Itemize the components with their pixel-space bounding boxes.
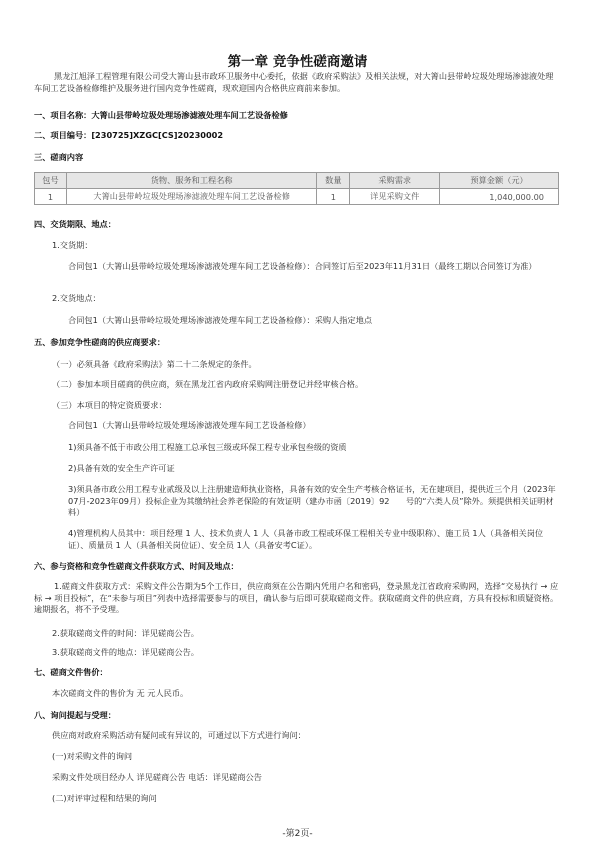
section-1-project-name: 一、项目名称：大箐山县带岭垃圾处理场渗滤液处理车间工艺设备检修 <box>34 110 288 120</box>
header-goods-name: 货物、服务和工程名称 <box>66 173 316 189</box>
table-header-row <box>35 173 559 189</box>
header-requirement: 采购需求 <box>350 173 440 189</box>
section-6-heading: 六、参与资格和竞争性磋商文件获取方式、时间及地点： <box>34 561 239 571</box>
procurement-table <box>34 172 559 205</box>
header-package: 包号 <box>35 173 67 189</box>
delivery-place-label: 2.交货地点： <box>52 293 101 303</box>
cell-quantity: 1 <box>317 189 350 205</box>
inquiry-1-contact: 采购文件处项目经办人 详见磋商公告 电话：详见磋商公告 <box>52 772 262 782</box>
section-7-heading: 七、磋商文件售价： <box>34 667 108 677</box>
header-budget: 预算金额（元） <box>440 173 559 189</box>
page-title: 第一章 竞争性磋商邀请 <box>227 54 368 70</box>
cell-budget: 1,040,000.00 <box>440 189 559 205</box>
document-price: 本次磋商文件的售价为 无 元人民币。 <box>52 688 189 698</box>
section-8-heading: 八、询问提起与受理： <box>34 710 116 720</box>
cell-package: 1 <box>35 189 67 205</box>
intro-paragraph: 黑龙江旭泽工程管理有限公司受大箐山县市政环卫服务中心委托，依据《政府采购法》及相关法规，对大箐山县带岭垃圾处理场渗滤液处理车间工艺设备检修维护及服务进行国内竞争性磋商，现欢迎国内合格供应商前来参加。 <box>34 71 554 93</box>
qualification-item-4: 4)管理机构人员其中：项目经理 1 人、技术负责人 1 人（具备市政工程或环保工程相关专业中级职称）、施工员 1人（具备相关岗位证）、质量员 1 人（具备相关岗位证）、安全员 1人（具备安考C证）。 <box>68 528 544 550</box>
requirement-2: （二）参加本项目磋商的供应商，须在黑龙江省内政府采购网注册登记并经审核合格。 <box>52 379 364 389</box>
cell-requirement: 详见采购文件 <box>350 189 440 205</box>
section-5-heading: 五、参加竞争性磋商的供应商要求： <box>34 337 166 347</box>
document-acquisition-place: 3.获取磋商文件的地点：详见磋商公告。 <box>52 647 199 657</box>
delivery-period-text: 合同包1（大箐山县带岭垃圾处理场渗滤液处理车间工艺设备检修）：合同签订后至2023年11月31日（最终工期以合同签订为准） <box>68 261 537 271</box>
delivery-period-label: 1.交货期： <box>52 240 93 250</box>
requirement-3-package: 合同包1（大箐山县带岭垃圾处理场渗滤液处理车间工艺设备检修） <box>68 420 311 430</box>
requirement-3: （三）本项目的特定资质要求： <box>52 400 167 410</box>
section-2-project-number: 二、项目编号：[230725]XZGC[CS]20230002 <box>34 130 224 140</box>
qualification-item-3: 3)须具备市政公用工程专业贰级及以上注册建造师执业资格，具备有效的安全生产考核合格证书，无在建项目，提供近三个月（2023年07月-2023年09月）投标企业为其缴纳社会养老保险的有效证明（建办市函〔2019〕92 号的“六类人员”除外。须提供相关证明材料） <box>68 484 556 517</box>
header-quantity: 数量 <box>317 173 350 189</box>
qualification-item-1: 1)须具备不低于市政公用工程施工总承包三级或环保工程专业承包叁级的资质 <box>68 442 347 452</box>
section-3-heading: 三、磋商内容 <box>34 152 84 162</box>
page-number: -第2页- <box>282 829 313 839</box>
inquiry-2: (二)对评审过程和结果的询问 <box>52 793 157 803</box>
cell-goods-name: 大箐山县带岭垃圾处理场渗滤液处理车间工艺设备检修 <box>66 189 316 205</box>
document-acquisition-time: 2.获取磋商文件的时间：详见磋商公告。 <box>52 628 199 638</box>
section-4-heading: 四、交货期限、地点： <box>34 219 116 229</box>
delivery-place-text: 合同包1（大箐山县带岭垃圾处理场渗滤液处理车间工艺设备检修）：采购人指定地点 <box>68 315 373 325</box>
qualification-item-2: 2)具备有效的安全生产许可证 <box>68 463 175 473</box>
inquiry-1: (一)对采购文件的询问 <box>52 751 133 761</box>
requirement-1: （一）必须具备《政府采购法》第二十二条规定的条件。 <box>52 359 257 369</box>
document-acquisition-method: 1.磋商文件获取方式：采购文件公告期为5个工作日，供应商须在公告期内凭用户名和密码，登录黑龙江省政府采购网，选择“交易执行 → 应标 → 项目投标”，在“未参与项目”列表中选择需要参与的项目，确认参与后即可获取磋商文件。获取磋商文件的供应商，方具有投标和质疑资格。逾期报名，将不予受理。 <box>34 581 559 614</box>
inquiry-intro: 供应商对政府采购活动有疑问或有异议的，可通过以下方式进行询问： <box>52 730 306 740</box>
table-row <box>35 189 559 205</box>
